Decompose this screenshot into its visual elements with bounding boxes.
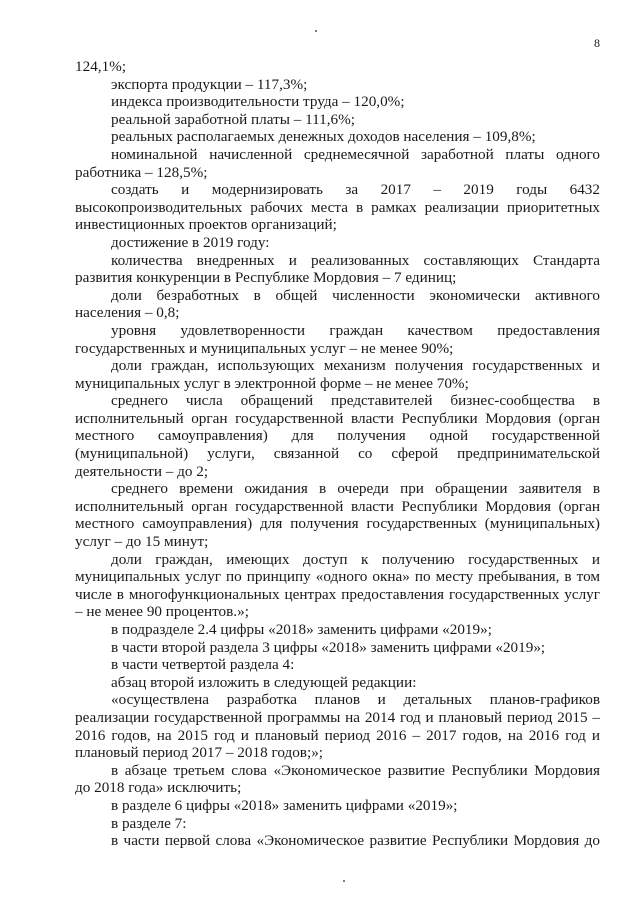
text-line: муниципальных услуг по принципу «одного окна» по месту пребывания, в том (75, 568, 600, 586)
scan-speck (315, 30, 317, 32)
text-line: деятельности – до 2; (75, 462, 209, 480)
text-line: среднего времени ожидания в очереди при обращении заявителя в (111, 480, 600, 498)
text-line: (муниципальной) услуги, связанной со сферой предпринимательской (75, 445, 600, 463)
text-line: доли граждан, использующих механизм получения государственных и (111, 357, 600, 375)
text-line: в разделе 6 цифры «2018» заменить цифрами «2019»; (111, 796, 458, 814)
text-line: инвестиционных проектов организаций; (75, 216, 337, 234)
text-line: в части четвертой раздела 4: (111, 656, 295, 674)
text-line: абзац второй изложить в следующей редакции: (111, 673, 417, 691)
text-line: реальной заработной платы – 111,6%; (111, 110, 356, 128)
text-line: плановый период 2017 – 2018 годов;»; (75, 744, 324, 762)
text-line: в части второй раздела 3 цифры «2018» заменить цифрами «2019»; (111, 638, 546, 656)
text-line: количества внедренных и реализованных составляющих Стандарта (111, 251, 600, 269)
text-line: до 2018 года» исключить; (75, 779, 242, 797)
text-line: экспорта продукции – 117,3%; (111, 75, 308, 93)
text-line: населения – 0,8; (75, 304, 180, 322)
text-line: доли граждан, имеющих доступ к получению государственных и (111, 550, 600, 568)
text-line: государственных и муниципальных услуг – не менее 90%; (75, 339, 454, 357)
text-line: в подразделе 2.4 цифры «2018» заменить цифрами «2019»; (111, 621, 492, 638)
text-line: исполнительный орган государственной власти Республики Мордовия (орган (75, 497, 600, 515)
text-line: уровня удовлетворенности граждан качеством предоставления (111, 321, 600, 339)
text-line: в абзаце третьем слова «Экономическое развитие Республики Мордовия (111, 761, 600, 779)
text-line: в части первой слова «Экономическое развитие Республики Мордовия до (111, 832, 600, 850)
text-line: высокопроизводительных рабочих места в рамках реализации приоритетных (75, 198, 600, 216)
text-line: номинальной начисленной среднемесячной заработной платы одного (111, 145, 600, 163)
text-line: местного самоуправления) для получения государственных (муниципальных) (75, 515, 600, 533)
text-line: создать и модернизировать за 2017 – 2019 годы 6432 (111, 181, 600, 199)
text-line: «осуществлена разработка планов и детальных планов-графиков (111, 691, 600, 709)
text-line: муниципальных услуг в электронной форме – не менее 70%; (75, 374, 469, 392)
text-line: числе в многофункциональных центрах предоставления государственных услуг (75, 585, 600, 603)
text-line: реальных располагаемых денежных доходов населения – 109,8%; (111, 128, 536, 146)
text-line: среднего числа обращений представителей бизнес-сообщества в (111, 392, 600, 410)
scan-speck (343, 880, 345, 882)
text-line: работника – 128,5%; (75, 163, 208, 181)
text-line: – не менее 90 процентов.»; (75, 603, 249, 621)
text-line: доли безработных в общей численности экономически активного (111, 286, 600, 304)
page-number: 8 (594, 36, 600, 50)
text-line: достижение в 2019 году: (111, 233, 270, 251)
text-line: развития конкуренции в Республике Мордовия – 7 единиц; (75, 269, 457, 287)
text-line: в разделе 7: (111, 814, 187, 832)
text-line: 2016 годов, на 2015 год и плановый период 2016 – 2017 годов, на 2016 год и (75, 726, 600, 744)
text-line: 124,1%; (75, 58, 127, 75)
text-line: местного самоуправления) для получения одной государственной (75, 427, 600, 445)
text-line: исполнительный орган государственной власти Республики Мордовия (орган (75, 409, 600, 427)
text-line: реализации государственной программы на 2014 год и плановый период 2015 – (75, 708, 600, 726)
document-body (75, 58, 600, 850)
text-line: индекса производительности труда – 120,0%; (111, 93, 405, 111)
text-line: услуг – до 15 минут; (75, 533, 209, 551)
